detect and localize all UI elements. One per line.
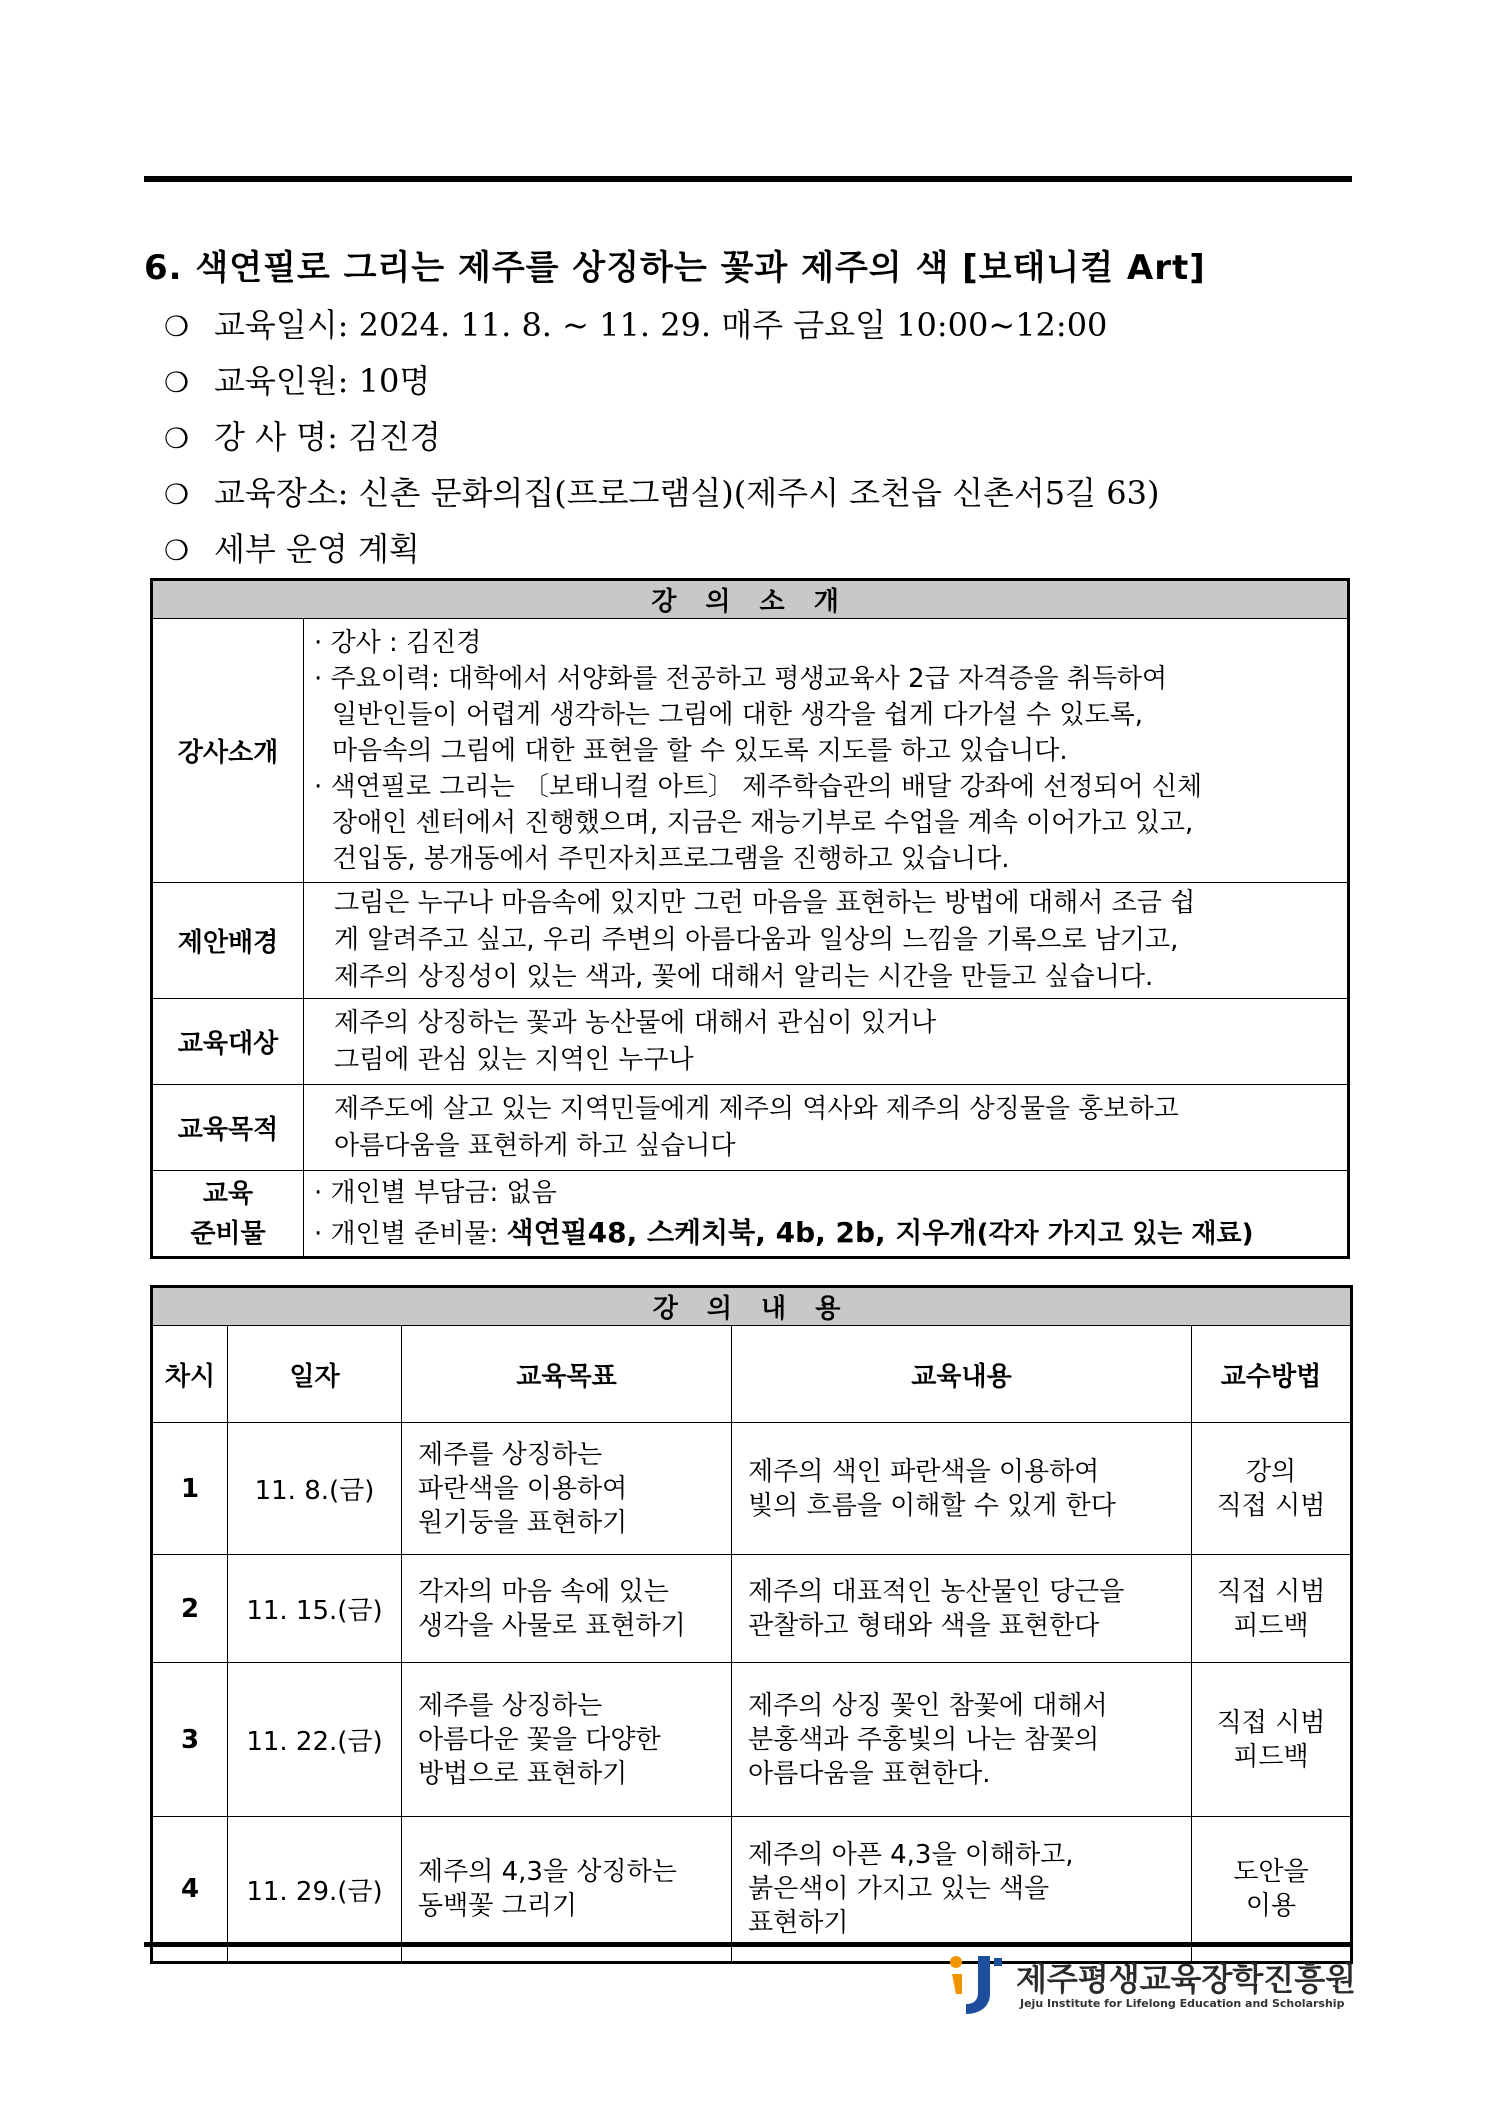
purpose-label: 교육목적 [152,1085,304,1171]
instructor-content: · 강사 : 김진경 · 주요이력: 대학에서 서양화를 전공하고 평생교육사 2급 자격증을 취득하여 일반인들이 어렵게 생각하는 그림에 대한 생각을 쉽게 다가설 수 있도록, 마음속의 그림에 대한 표현을 할 수 있도록 지도를 하고 있습니다. · 색연필로 그리는 〔보태니컬 아트〕 제주학습관의 배달 강좌에 선정되어 신체 장애인 센터에서 진행했으며, 지금은 재능기부로 수업을 계속 이어가고 있고, 건입동, 봉개동에서 주민자치프로그램을 진행하고 있습니다. [304,619,1349,883]
session-content: 제주의 대표적인 농산물인 당근을 관찰하고 형태와 색을 표현한다 [732,1555,1192,1663]
intro-section-header: 강 의 소 개 [152,580,1349,619]
session-content: 제주의 아픈 4,3을 이해하고, 붉은색이 가지고 있는 색을 표현하기 [732,1817,1192,1963]
background-label: 제안배경 [152,883,304,999]
table-row [152,1555,1352,1663]
plan-table [150,1285,1353,1964]
circle-bullet-icon: ❍ [164,366,190,399]
intro-table [150,578,1350,1259]
document-title: 6. 색연필로 그리는 제주를 상징하는 꽃과 제주의 색 [보태니컬 Art] [144,248,1206,288]
materials-label: 교육 준비물 [152,1171,304,1258]
purpose-content: 제주도에 살고 있는 지역민들에게 제주의 역사와 제주의 상징물을 홍보하고 아름다움을 표현하게 하고 싶습니다 [304,1085,1349,1171]
session-number: 1 [152,1423,228,1555]
organization-name-korean: 제주평생교육장학진흥원 [1016,1960,1357,1998]
info-plan-heading: ❍ 세부 운영 계획 [164,530,420,568]
session-number: 3 [152,1663,228,1817]
instructor-label: 강사소개 [152,619,304,883]
session-method: 도안을 이용 [1192,1817,1352,1963]
column-header-method: 교수방법 [1192,1326,1352,1423]
plan-section-header: 강 의 내 용 [152,1287,1352,1326]
session-goal: 제주를 상징하는 아름다운 꽃을 다양한 방법으로 표현하기 [402,1663,732,1817]
circle-bullet-icon: ❍ [164,478,190,511]
session-goal: 각자의 마음 속에 있는 생각을 사물로 표현하기 [402,1555,732,1663]
top-divider [144,176,1352,182]
background-content: 그림은 누구나 마음속에 있지만 그런 마음을 표현하는 방법에 대해서 조금 쉽 게 알려주고 싶고, 우리 주변의 아름다움과 일상의 느낌을 기록으로 남기고, 제주의 상징성이 있는 색과, 꽃에 대해서 알리는 시간을 만들고 싶습니다. [304,883,1349,999]
info-headcount: ❍ 교육인원: 10명 [164,362,431,400]
table-row [152,1423,1352,1555]
institute-emblem-icon [948,1954,1006,2016]
session-number: 2 [152,1555,228,1663]
session-content: 제주의 색인 파란색을 이용하여 빛의 흐름을 이해할 수 있게 한다 [732,1423,1192,1555]
bottom-divider [144,1942,1352,1947]
column-header-goal: 교육목표 [402,1326,732,1423]
session-date: 11. 29.(금) [228,1817,402,1963]
plan-column-headers [152,1326,1352,1423]
session-method: 직접 시범 피드백 [1192,1663,1352,1817]
column-header-session: 차시 [152,1326,228,1423]
target-label: 교육대상 [152,999,304,1085]
session-date: 11. 22.(금) [228,1663,402,1817]
info-instructor: ❍ 강 사 명: 김진경 [164,418,441,456]
organization-name-english: Jeju Institute for Lifelong Education and Scholarship [1020,1997,1345,2010]
circle-bullet-icon: ❍ [164,534,190,567]
session-method: 직접 시범 피드백 [1192,1555,1352,1663]
session-goal: 제주의 4,3을 상징하는 동백꽃 그리기 [402,1817,732,1963]
circle-bullet-icon: ❍ [164,422,190,455]
session-method: 강의 직접 시범 [1192,1423,1352,1555]
column-header-content: 교육내용 [732,1326,1192,1423]
organization-logo [948,1950,1357,2022]
info-schedule: ❍ 교육일시: 2024. 11. 8. ~ 11. 29. 매주 금요일 10:00~12:00 [164,306,1108,344]
table-row [152,1817,1352,1963]
session-goal: 제주를 상징하는 파란색을 이용하여 원기둥을 표현하기 [402,1423,732,1555]
target-content: 제주의 상징하는 꽃과 농산물에 대해서 관심이 있거나 그림에 관심 있는 지역인 누구나 [304,999,1349,1085]
session-date: 11. 15.(금) [228,1555,402,1663]
table-row [152,1663,1352,1817]
circle-bullet-icon: ❍ [164,310,190,343]
session-date: 11. 8.(금) [228,1423,402,1555]
info-location: ❍ 교육장소: 신촌 문화의집(프로그램실)(제주시 조천읍 신촌서5길 63) [164,474,1160,512]
session-number: 4 [152,1817,228,1963]
session-content: 제주의 상징 꽃인 참꽃에 대해서 분홍색과 주홍빛의 나는 참꽃의 아름다움을 표현한다. [732,1663,1192,1817]
column-header-date: 일자 [228,1326,402,1423]
materials-content: · 개인별 부담금: 없음 · 개인별 준비물: 색연필48, 스케치북, 4b, 2b, 지우개(각자 가지고 있는 재료) [304,1171,1349,1258]
